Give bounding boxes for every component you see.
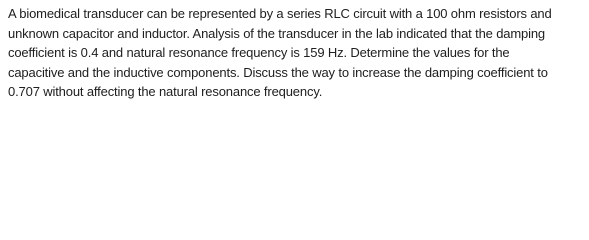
document-page [0,0,589,118]
question-line-2: unknown capacitor and inductor. Analysis of the transducer in the lab indicated that the damping [8,25,546,41]
question-line-3: coefficient is 0.4 and natural resonance frequency is 159 Hz. Determine the values for the [8,45,510,60]
question-line-1: A biomedical transducer can be represented by a series RLC circuit with a 100 ohm resistors and [8,6,552,21]
question-text [8,4,583,102]
question-line-5: 0.707 without affecting the natural resonance frequency. [8,84,323,99]
question-line-4: capacitive and the inductive components. Discuss the way to increase the damping coefficient to [8,64,548,80]
